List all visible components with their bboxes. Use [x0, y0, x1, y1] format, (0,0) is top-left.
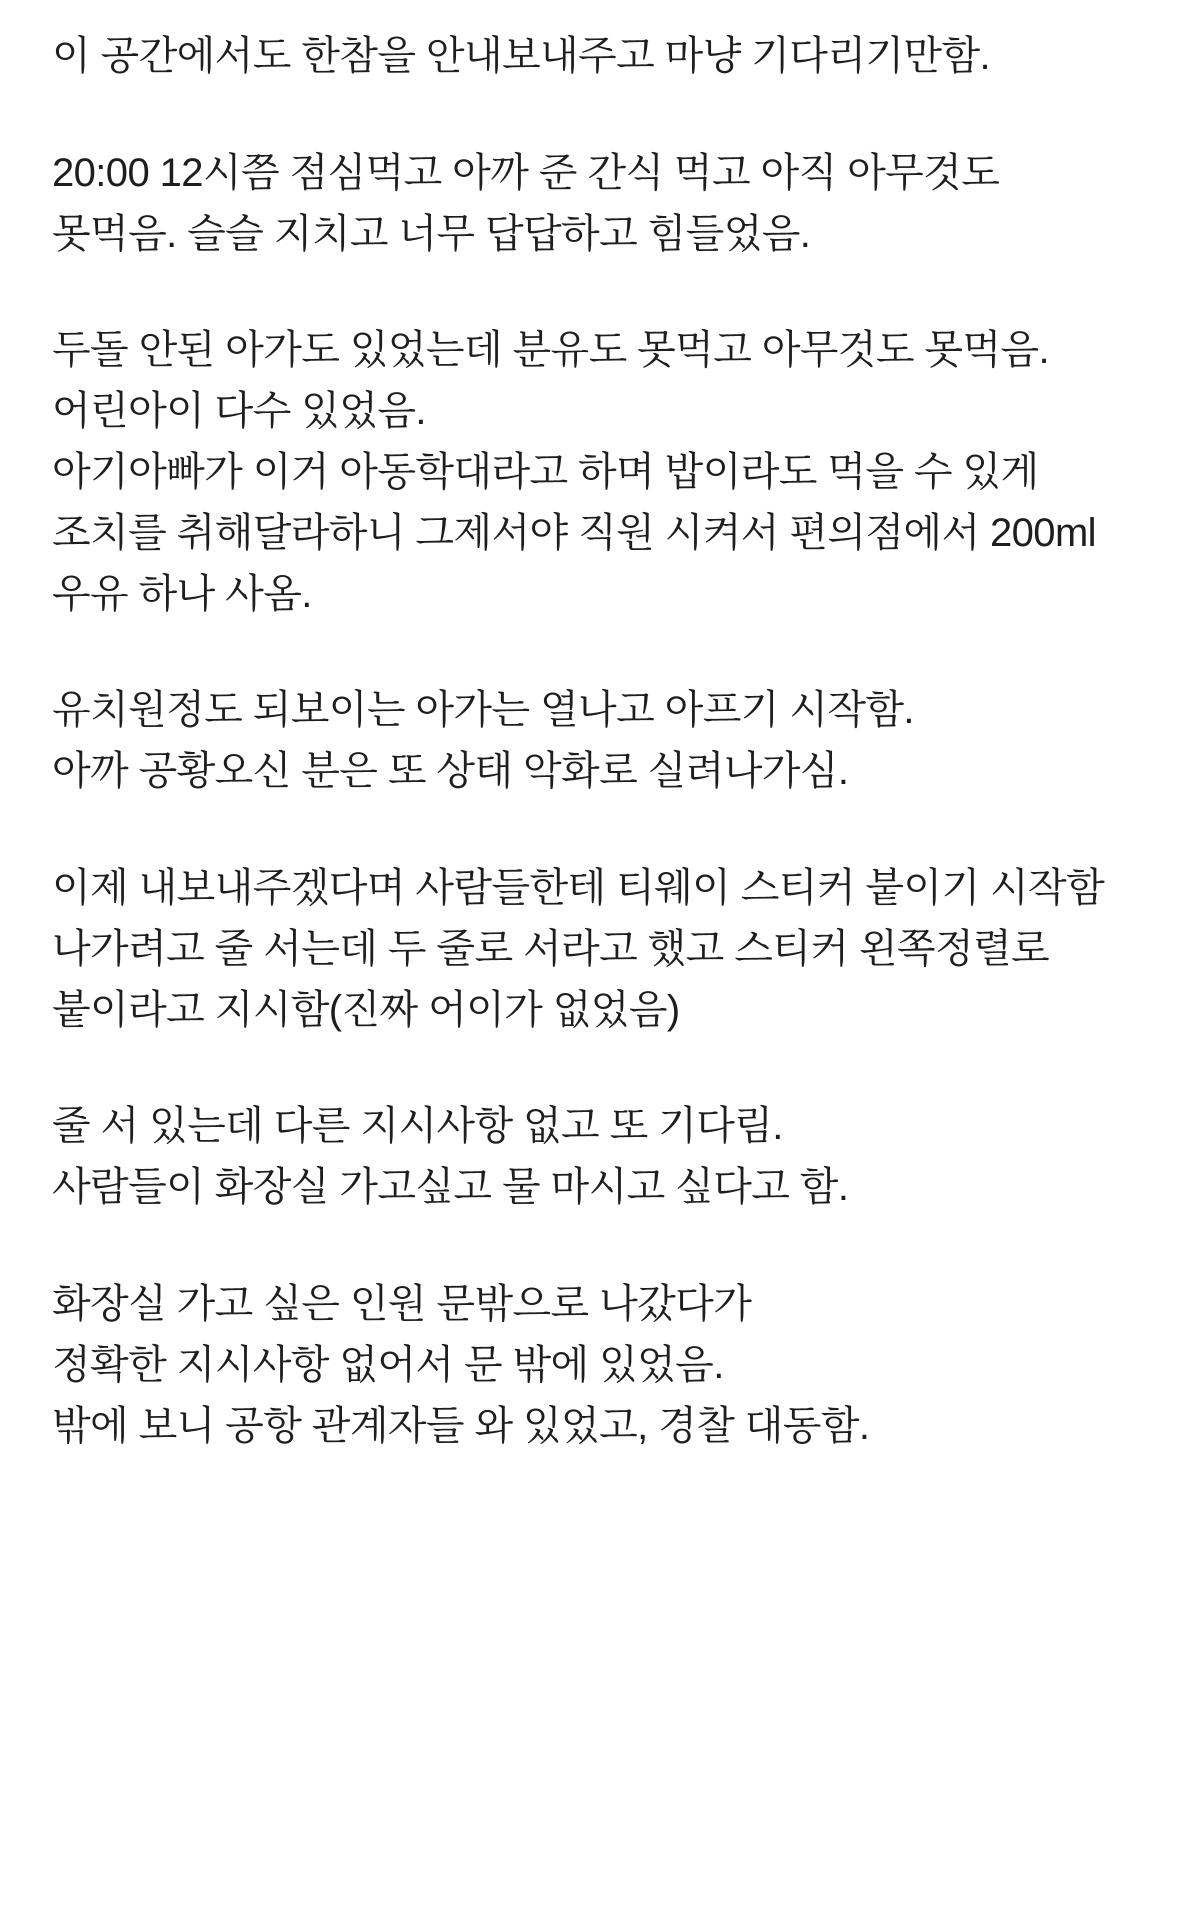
- paragraph-spacer: [52, 624, 1127, 680]
- post-paragraph: 두돌 안된 아가도 있었는데 분유도 못먹고 아무것도 못먹음.: [52, 328, 1050, 373]
- post-paragraph: 유치원정도 되보이는 아가는 열나고 아프기 시작함.: [52, 688, 914, 733]
- paragraph-spacer: [52, 1040, 1127, 1096]
- post-paragraph: 정확한 지시사항 없어서 문 밖에 있었음.: [52, 1342, 724, 1387]
- paragraph-spacer: [52, 1218, 1127, 1274]
- post-paragraph: 아까 공황오신 분은 또 상태 악화로 실려나가심.: [52, 749, 849, 794]
- post-paragraph: 화장실 가고 싶은 인원 문밖으로 나갔다가: [52, 1281, 752, 1326]
- paragraph-spacer: [52, 87, 1127, 143]
- post-paragraph: 사람들이 화장실 가고싶고 물 마시고 싶다고 함.: [52, 1165, 849, 1210]
- post-paragraph: 밖에 보니 공항 관계자들 와 있었고, 경찰 대동함.: [52, 1403, 870, 1448]
- post-paragraph: 줄 서 있는데 다른 지시사항 없고 또 기다림.: [52, 1104, 783, 1149]
- paragraph-spacer: [52, 802, 1127, 858]
- post-paragraph: 20:00 12시쯤 점심먹고 아까 준 간식 먹고 아직 아무것도 못먹음. 슬슬 지치고 너무 답답하고 힘들었음.: [52, 150, 1010, 256]
- post-paragraph: 어린아이 다수 있었음.: [52, 389, 426, 434]
- post-paragraph: 이 공간에서도 한참을 안내보내주고 마냥 기다리기만함.: [52, 34, 990, 78]
- post-paragraph: 나가려고 줄 서는데 두 줄로 서라고 했고 스티커 왼쪽정렬로 붙이라고 지시함(진짜 어이가 없었음): [52, 926, 1060, 1032]
- post-paragraph: 이제 내보내주겠다며 사람들한테 티웨이 스티커 붙이기 시작함: [52, 865, 1105, 910]
- paragraph-spacer: [52, 264, 1127, 320]
- post-paragraph: 아기아빠가 이거 아동학대라고 하며 밥이라도 먹을 수 있게 조치를 취해달라하니 그제서야 직원 시켜서 편의점에서 200ml 우유 하나 사옴.: [52, 449, 1107, 616]
- post-body: [52, 26, 1127, 1456]
